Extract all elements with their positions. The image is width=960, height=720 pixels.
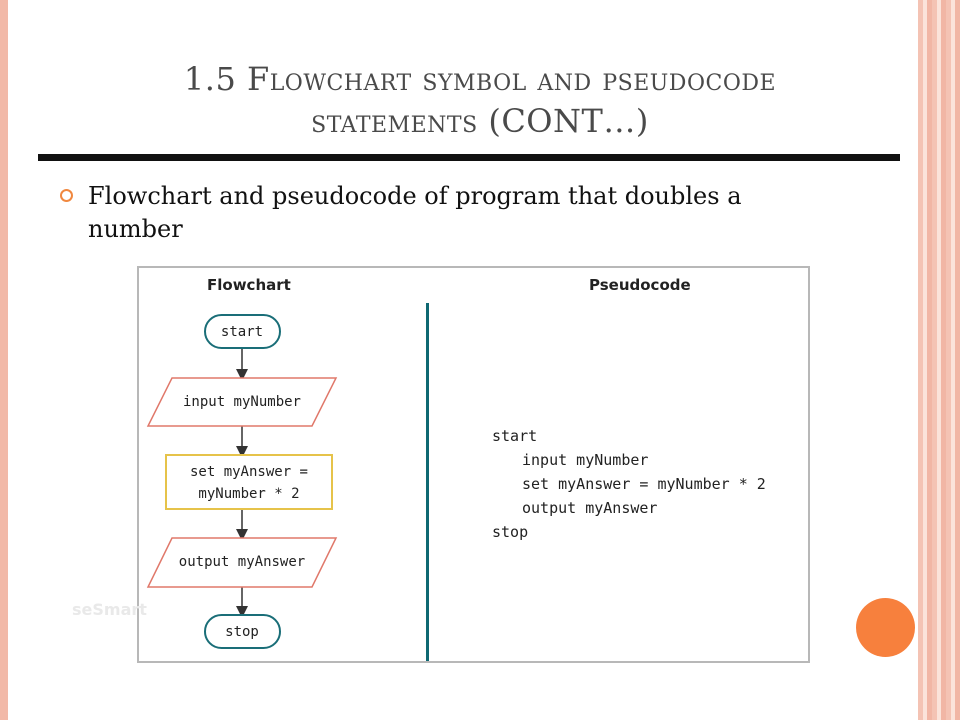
bullet-text: Flowchart and pseudocode of program that doubles a number	[88, 182, 742, 243]
pseudocode-line: set myAnswer = myNumber * 2	[522, 475, 766, 493]
pseudocode-block	[492, 424, 766, 544]
process-label-line-2: myNumber * 2	[198, 486, 300, 502]
flowchart-output-node	[148, 538, 336, 587]
flowchart-heading: Flowchart	[207, 276, 291, 294]
flowchart-process-node	[166, 455, 332, 509]
input-label: input myNumber	[182, 394, 302, 410]
decorative-orange-circle	[856, 598, 915, 657]
stop-label: stop	[225, 624, 259, 640]
pseudocode-line: stop	[492, 523, 529, 541]
process-label-line-1: set myAnswer =	[189, 464, 309, 480]
output-label: output myAnswer	[178, 554, 306, 570]
pseudocode-line: output myAnswer	[522, 499, 658, 517]
watermark: seSmart	[72, 600, 147, 619]
pseudocode-line: input myNumber	[522, 451, 649, 469]
flowchart-stop-terminal	[205, 615, 280, 648]
pseudocode-line: start	[492, 427, 538, 445]
flowchart-input-node	[148, 378, 336, 426]
start-label: start	[220, 324, 264, 340]
flowchart-start-terminal	[205, 315, 280, 348]
pseudocode-heading: Pseudocode	[589, 276, 691, 294]
slide-title-line-2: statements (CONT…)	[311, 102, 649, 140]
slide-title-line-1: 1.5 Flowchart symbol and pseudocode	[183, 60, 777, 98]
